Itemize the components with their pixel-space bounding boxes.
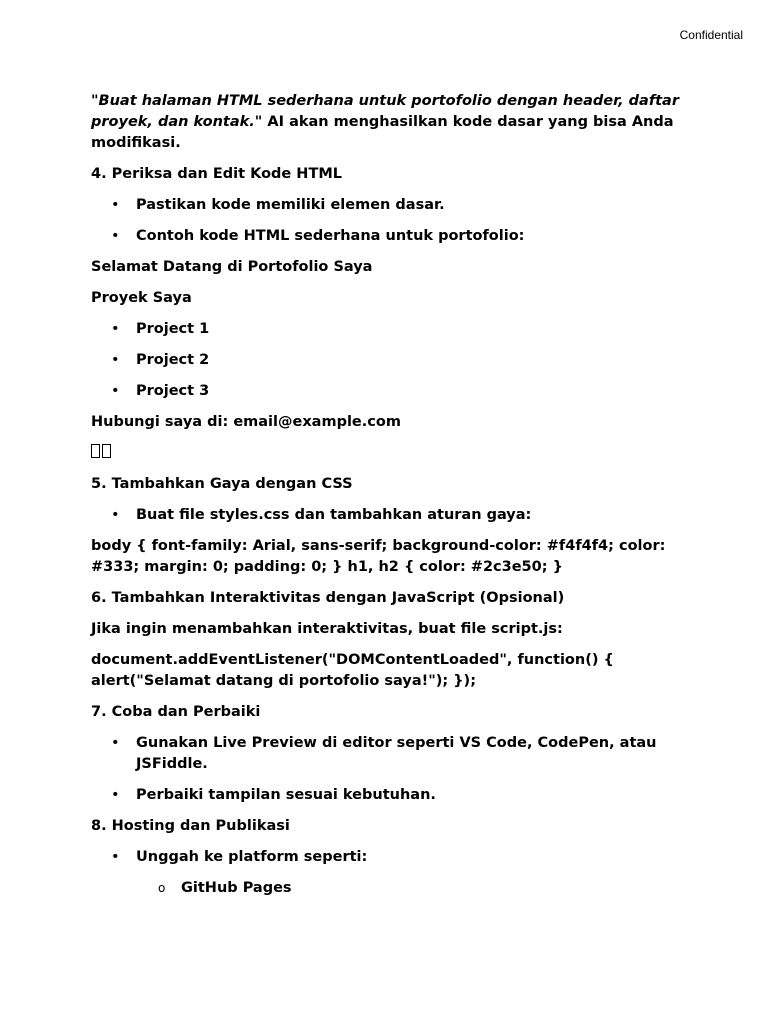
- document-body: [91, 91, 691, 909]
- bullet-icon: •: [111, 228, 120, 244]
- intro-quote: "Buat halaman HTML sederhana untuk portofolio dengan header, daftar proyek, dan kontak.": [91, 93, 679, 130]
- bullet-icon: •: [111, 787, 120, 803]
- sample-contact: Hubungi saya di: email@example.com: [91, 414, 401, 430]
- list-item: [91, 350, 691, 371]
- confidential-label: Confidential: [679, 28, 743, 42]
- list-item-text: Perbaiki tampilan sesuai kebutuhan.: [136, 787, 436, 803]
- intro-paragraph: [91, 91, 691, 154]
- step8-sub-list: [91, 878, 691, 899]
- sub-bullet-icon: o: [158, 881, 166, 895]
- list-item-text: Contoh kode HTML sederhana untuk portofolio:: [136, 228, 525, 244]
- missing-glyph-box-icon: [91, 444, 100, 458]
- sample-projects-heading: Proyek Saya: [91, 290, 192, 306]
- step4-list: [91, 195, 691, 247]
- list-item: [91, 226, 691, 247]
- bullet-icon: •: [111, 352, 120, 368]
- bullet-icon: •: [111, 321, 120, 337]
- bullet-icon: •: [111, 383, 120, 399]
- missing-glyph-icon: [91, 443, 691, 464]
- step8-heading: 8. Hosting dan Publikasi: [91, 818, 290, 834]
- list-item: [91, 785, 691, 806]
- list-item-text: Pastikan kode memiliki elemen dasar.: [136, 197, 445, 213]
- list-item: [91, 505, 691, 526]
- bullet-icon: •: [111, 849, 120, 865]
- bullet-icon: •: [111, 507, 120, 523]
- list-item-text: Gunakan Live Preview di editor seperti VS Code, CodePen, atau JSFiddle.: [136, 735, 657, 772]
- css-code: body { font-family: Arial, sans-serif; background-color: #f4f4f4; color: #333; margin: 0; padding: 0; } h1, h2 { color: #2c3e50; }: [91, 538, 666, 575]
- step7-list: [91, 733, 691, 806]
- list-item-text: Buat file styles.css dan tambahkan aturan gaya:: [136, 507, 532, 523]
- list-item: [91, 381, 691, 402]
- list-item: [91, 319, 691, 340]
- list-item-text: GitHub Pages: [181, 880, 292, 896]
- list-item: [91, 733, 691, 775]
- list-item: [91, 847, 691, 868]
- sample-welcome: Selamat Datang di Portofolio Saya: [91, 259, 373, 275]
- step5-list: [91, 505, 691, 526]
- step7-heading: 7. Coba dan Perbaiki: [91, 704, 261, 720]
- step6-text: Jika ingin menambahkan interaktivitas, buat file script.js:: [91, 621, 563, 637]
- step6-heading: 6. Tambahkan Interaktivitas dengan JavaScript (Opsional): [91, 590, 565, 606]
- step5-heading: 5. Tambahkan Gaya dengan CSS: [91, 476, 353, 492]
- step4-heading: 4. Periksa dan Edit Kode HTML: [91, 166, 343, 182]
- missing-glyph-box-icon: [102, 444, 111, 458]
- intro-rest: AI akan menghasilkan kode dasar yang bisa Anda modifikasi.: [91, 114, 674, 151]
- sample-projects-list: [91, 319, 691, 402]
- bullet-icon: •: [111, 735, 120, 751]
- bullet-icon: •: [111, 197, 120, 213]
- js-code: document.addEventListener("DOMContentLoaded", function() { alert("Selamat datang di portofolio saya!"); });: [91, 652, 614, 689]
- list-item-text: Project 2: [136, 352, 210, 368]
- list-item-text: Project 3: [136, 383, 210, 399]
- step8-list: [91, 847, 691, 868]
- list-item-text: Project 1: [136, 321, 210, 337]
- list-item: [91, 195, 691, 216]
- list-item-text: Unggah ke platform seperti:: [136, 849, 368, 865]
- list-item: [91, 878, 691, 899]
